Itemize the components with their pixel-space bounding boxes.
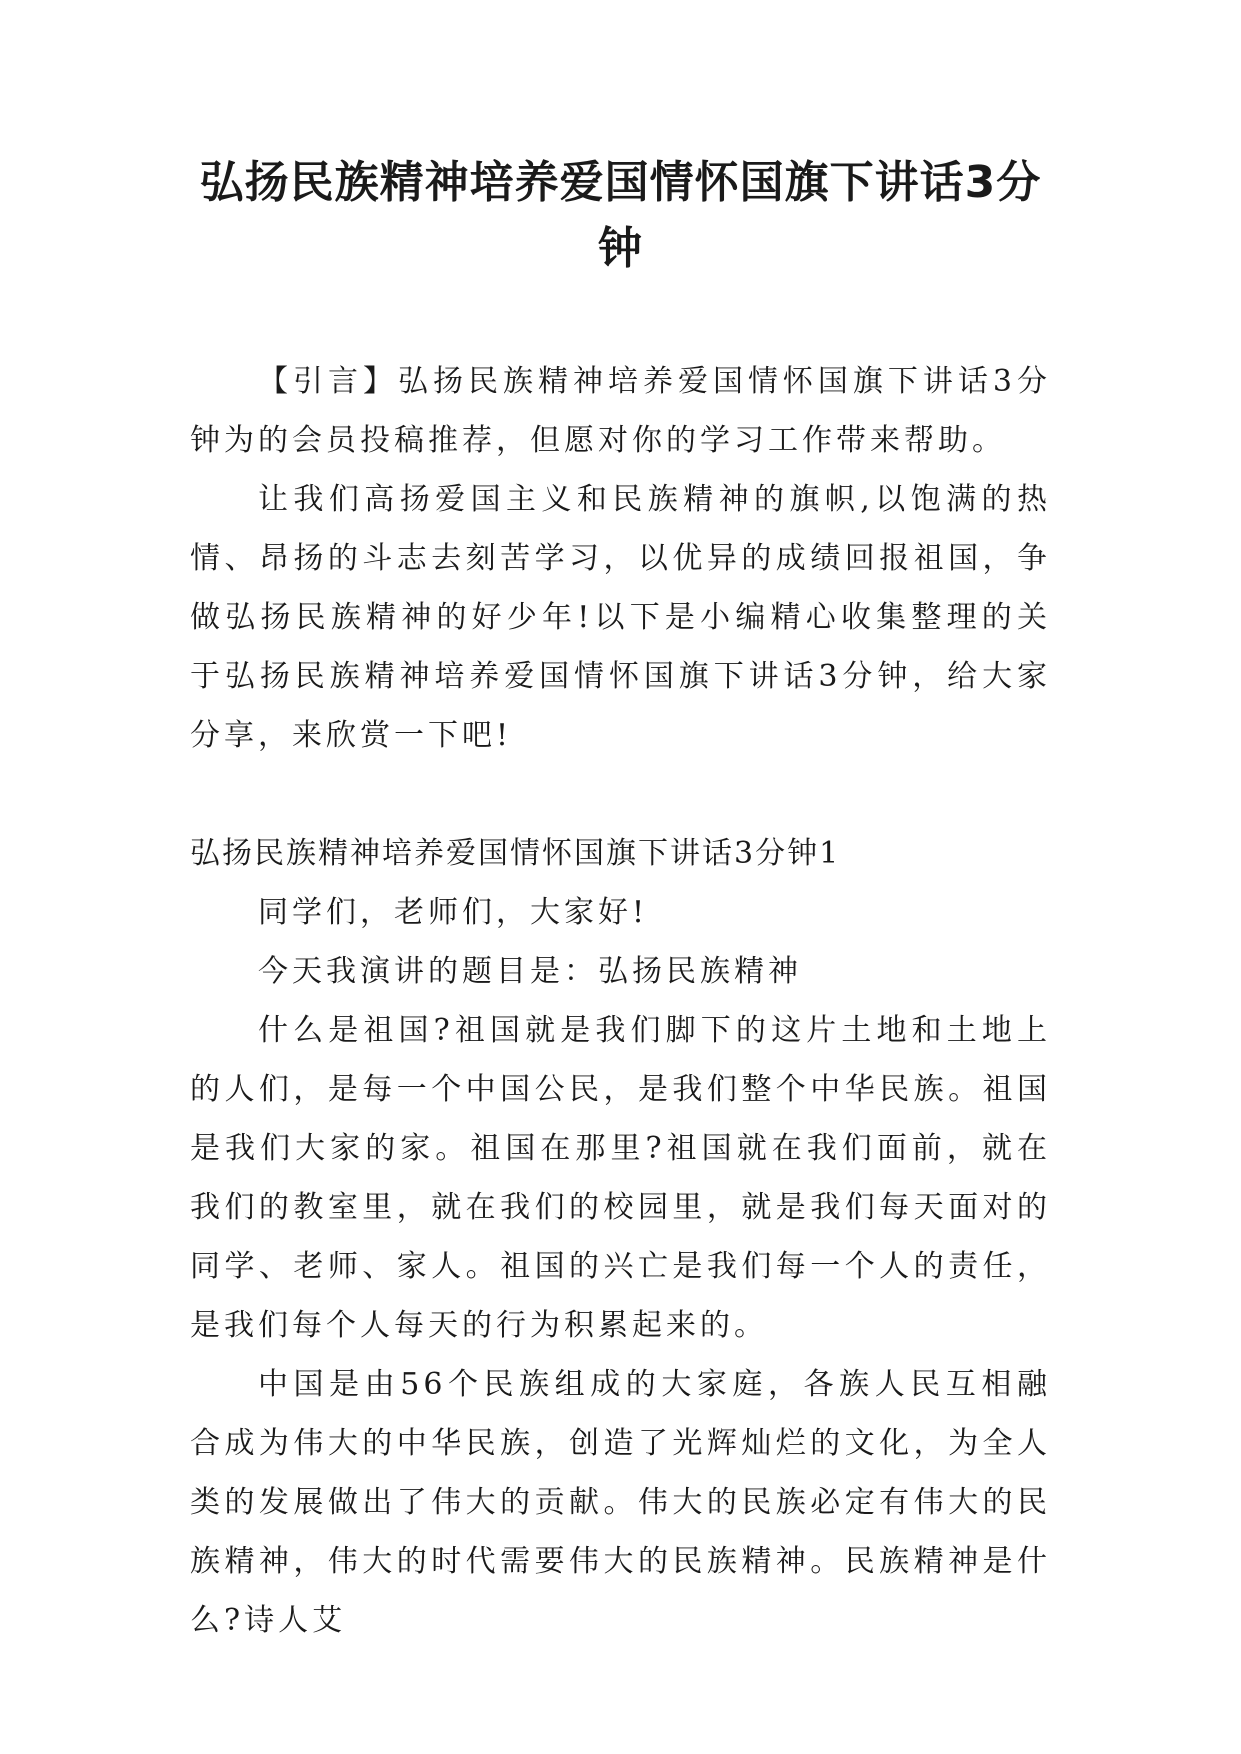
body-paragraph: 什么是祖国?祖国就是我们脚下的这片土地和土地上的人们，是每一个中国公民，是我们整个中华民族。祖国是我们大家的家。祖国在那里?祖国就在我们面前，就在我们的教室里，就在我们的校园里，就是我们每天面对的同学、老师、家人。祖国的兴亡是我们每一个人的责任，是我们每个人每天的行为积累起来的。: [190, 1013, 1051, 1343]
section-heading: 弘扬民族精神培养爱国情怀国旗下讲话3分钟1: [190, 836, 841, 871]
body-paragraph: 中国是由56个民族组成的大家庭，各族人民互相融合成为伟大的中华民族，创造了光辉灿烂的文化，为全人类的发展做出了伟大的贡献。伟大的民族必定有伟大的民族精神，伟大的时代需要伟大的民族精神。民族精神是什么?诗人艾: [190, 1367, 1051, 1638]
document-body: [190, 352, 1051, 1650]
document-title: 弘扬民族精神培养爱国情怀国旗下讲话3分钟: [199, 157, 1042, 274]
intro-paragraph: 【引言】弘扬民族精神培养爱国情怀国旗下讲话3分钟为的会员投稿推荐，但愿对你的学习工作带来帮助。: [190, 364, 1051, 458]
paragraph-spacer: [190, 765, 1051, 824]
greeting-paragraph: 同学们，老师们，大家好!: [258, 895, 649, 930]
summary-paragraph: 让我们高扬爱国主义和民族精神的旗帜,以饱满的热情、昂扬的斗志去刻苦学习，以优异的成绩回报祖国，争做弘扬民族精神的好少年!以下是小编精心收集整理的关于弘扬民族精神培养爱国情怀国旗下讲话3分钟，给大家分享，来欣赏一下吧!: [190, 482, 1051, 753]
topic-paragraph: 今天我演讲的题目是：弘扬民族精神: [258, 954, 802, 989]
